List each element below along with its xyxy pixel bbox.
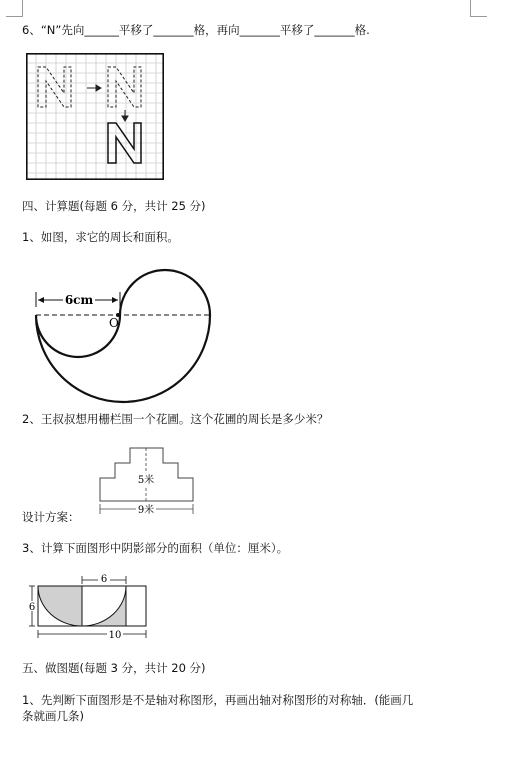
top-dimension-label: 6 [100,574,108,585]
problem-3-text: 3、计算下面图形中阴影部分的面积（单位：厘米）。 [22,541,289,555]
problem-1-text: 1、如图，求它的周长和面积。 [22,230,179,244]
width-label: 9米 [137,505,155,516]
bottom-dimension-label: 10 [108,630,122,641]
grid-lines [26,53,164,180]
length-label: 6cm [64,293,94,307]
section-4-heading: 四、计算题(每题 6 分，共计 25 分) [22,199,206,213]
grid-translation-figure [26,53,164,180]
center-label: O [109,316,119,330]
flower-bed-figure [99,446,195,520]
arrow-down-icon [122,110,128,121]
page-corner-mark-right [470,0,487,17]
left-dimension-label: 6 [28,602,36,613]
problem-5-1-text-line-1: 1、先判断下面图形是不是轴对称图形，再画出轴对称图形的对称轴．(能画几 [22,693,414,707]
semicircle-spiral-figure [30,262,212,394]
problem-5-1-text-line-2: 条就画几条) [22,709,84,723]
arrow-right-icon [87,85,101,91]
height-label: 5米 [137,475,155,486]
problem-2-text: 2、王叔叔想用栅栏围一个花圃。这个花圃的周长是多少米？ [22,412,329,426]
page-corner-mark-left [6,0,23,17]
section-5-heading: 五、做图题(每题 3 分，共计 20 分) [22,661,206,675]
question-6-text: 6、“N”先向______平移了_______格，再向_______平移了_______格. [22,23,370,37]
shaded-area-figure [28,572,156,644]
design-plan-label: 设计方案： [22,510,80,524]
